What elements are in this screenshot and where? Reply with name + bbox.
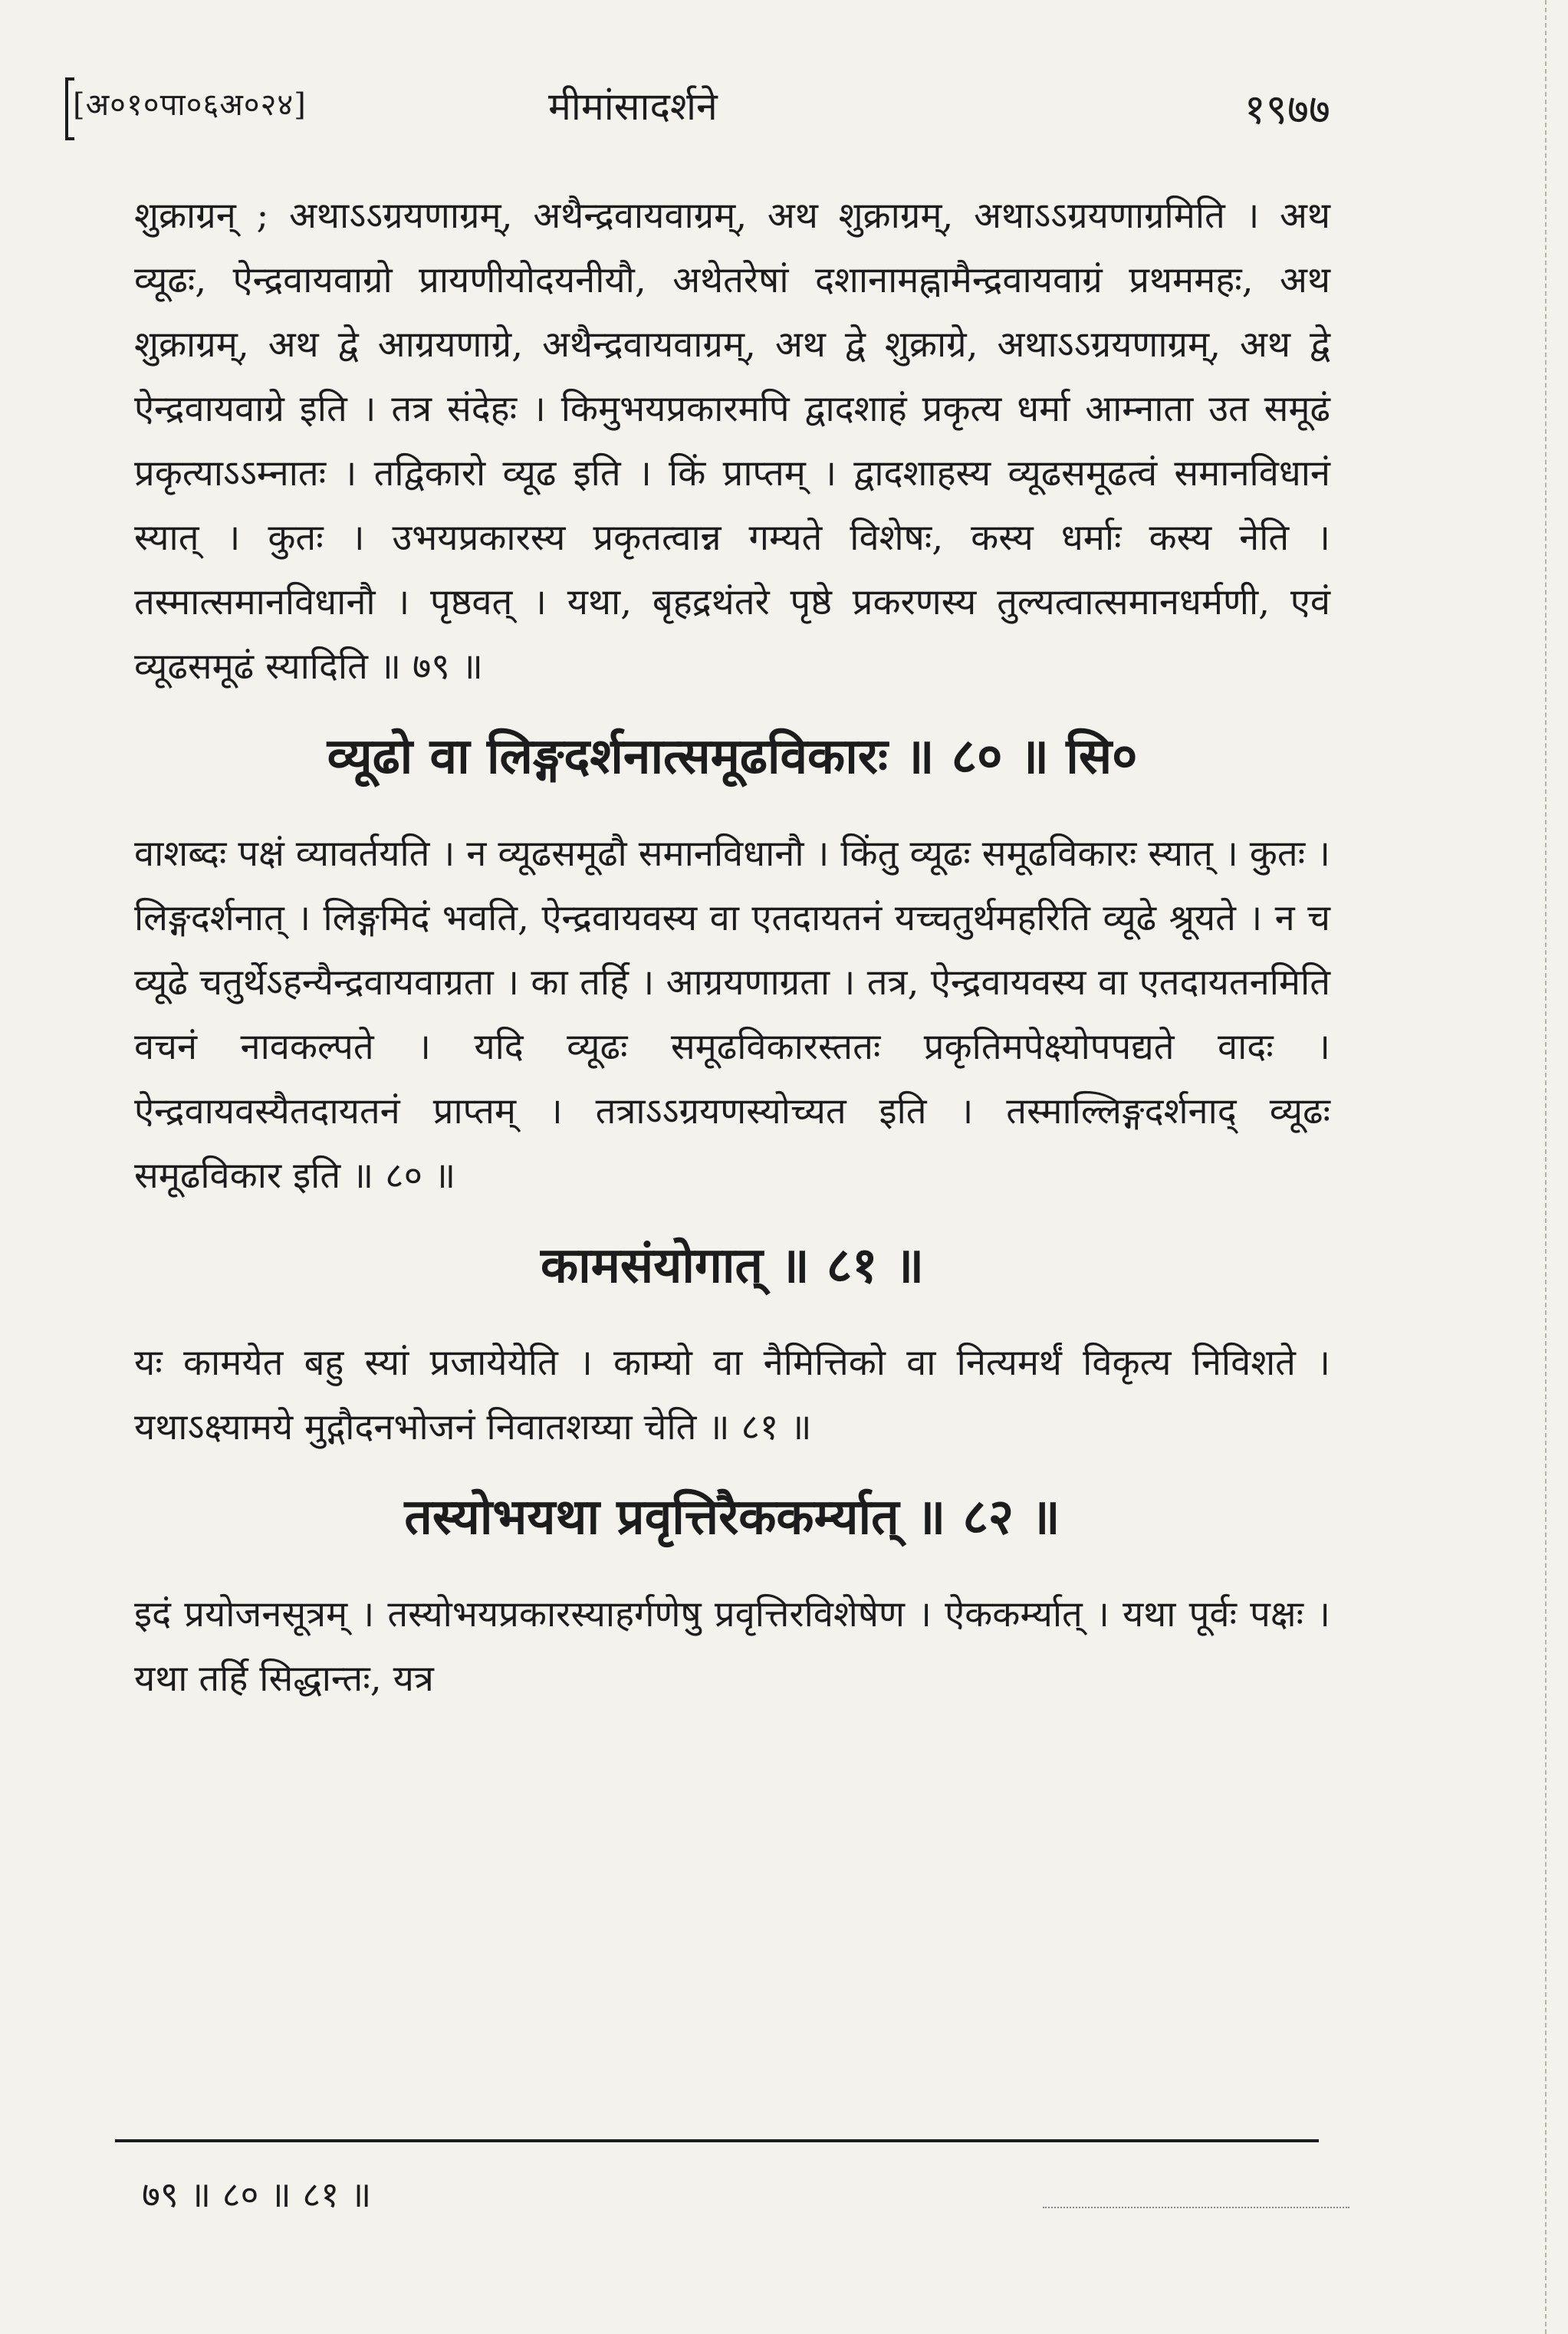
page-title: मीमांसादर्शने: [548, 84, 718, 129]
page-number: १९७७: [1244, 85, 1330, 133]
commentary-paragraph-82: इदं प्रयोजनसूत्रम् । तस्योभयप्रकारस्याहर्गणेषु प्रवृत्तिरविशेषेण । ऐककर्म्यात् । यथा पूर्वः पक्षः । यथा तर्हि सिद्धान्तः, यत्र: [134, 1593, 1330, 1700]
sutra-82: तस्योभयथा प्रवृत्तिरैककर्म्यात् ॥ ८२ ॥: [404, 1488, 1060, 1546]
page-edge: [1545, 0, 1547, 2334]
footnote: ७९ ॥ ८० ॥ ८१ ॥: [142, 2174, 372, 2215]
page-header: [73, 73, 1330, 142]
sutra-80: व्यूढो वा लिङ्गदर्शनात्समूढविकारः ॥ ८० ॥ सि०: [327, 728, 1138, 785]
commentary-paragraph-80: वाशब्दः पक्षं व्यावर्तयति । न व्यूढसमूढौ समानविधानौ । किंतु व्यूढः समूढविकारः स्यात् । कुतः । लिङ्गदर्शनात् । लिङ्गमिदं भवति, ऐन्द्रवायवस्य वा एतदायतनं यच्चतुर्थमहरिति व्यूढे श्रूयते । न च व्यूढे चतुर्थेऽहन्यैन्द्रवायवाग्रता । का तर्हि । आग्रयणाग्रता । तत्र, ऐन्द्रवायवस्य वा एतदायतनमिति वचनं नावकल्पते । यदि व्यूढः समूढविकारस्ततः प्रकृतिमपेक्ष्योपपद्यते वादः । ऐन्द्रवायवस्यैतदायतनं प्राप्तम् । तत्राऽऽग्रयणस्योच्यत इति । तस्माल्लिङ्गदर्शनाद् व्यूढः समूढविकार इति ॥ ८० ॥: [134, 833, 1330, 1197]
sutra-81: कामसंयोगात् ॥ ८१ ॥: [540, 1237, 925, 1294]
commentary-paragraph-81: यः कामयेत बहु स्यां प्रजायेयेति । काम्यो वा नैमित्तिको वा नित्यमर्थं विकृत्य निविशते । यथाऽक्ष्यामये मुद्गौदनभोजनं निवातशय्या चेति ॥ ८१ ॥: [134, 1342, 1330, 1448]
commentary-paragraph-79: शुक्राग्रन् ; अथाऽऽग्रयणाग्रम्, अथैन्द्रवायवाग्रम्, अथ शुक्राग्रम्, अथाऽऽग्रयणाग्रमिति । अथ व्यूढः, ऐन्द्रवायवाग्रो प्रायणीयोदयनीयौ, अथेतरेषां दशानामह्नामैन्द्रवायवाग्रं प्रथममहः, अथ शुक्राग्रम्, अथ द्वे आग्रयणाग्रे, अथैन्द्रवायवाग्रम्, अथ द्वे शुक्राग्रे, अथाऽऽग्रयणाग्रम्, अथ द्वे ऐन्द्रवायवाग्रे इति । तत्र संदेहः । किमुभयप्रकारमपि द्वादशाहं प्रकृत्य धर्मा आम्नाता उत समूढं प्रकृत्याऽऽम्नातः । तद्विकारो व्यूढ इति । किं प्राप्तम् । द्वादशाहस्य व्यूढसमूढत्वं समानविधानं स्यात् । कुतः । उभयप्रकारस्य प्रकृतत्वान्न गम्यते विशेषः, कस्य धर्माः कस्य नेति । तस्मात्समानविधानौ । पृष्ठवत् । यथा, बृहद्रथंतरे पृष्ठे प्रकरणस्य तुल्यत्वात्समानधर्मणी, एवं व्यूढसमूढं स्यादिति ॥ ७९ ॥: [134, 195, 1330, 688]
section-reference: [अ०१०पा०६अ०२४]: [73, 82, 307, 124]
footnote-marks: [1043, 2176, 1349, 2208]
footnote-rule: [115, 2139, 1319, 2142]
